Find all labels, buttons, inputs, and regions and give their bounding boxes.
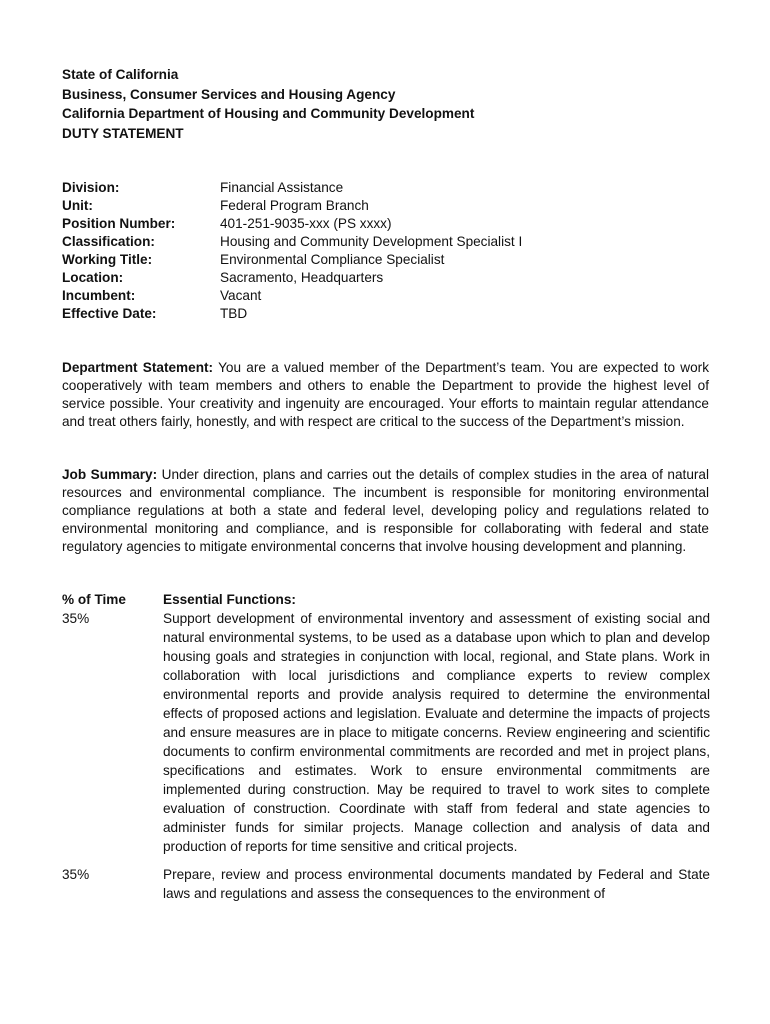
- info-value: Environmental Compliance Specialist: [220, 252, 445, 267]
- function-description: Support development of environmental inventory and assessment of existing social and natural environmental systems, to be used as a database upon which to plan and develop housing goals and strategies in conjunction with local, regional, and State plans. Work in collaboration with local jurisdictions and compliance experts to review complex environmental reports and provide analysis required to determine the environmental effects of proposed actions and legislation. Evaluate and determine the impacts of projects and ensure measures are in place to mitigate concerns. Review engineering and scientific documents to confirm environmental commitments are recorded and met in project plans, specifications and estimates. Work to ensure environmental commitments are implemented during construction. May be required to travel to work sites to complete evaluation of construction. Coordinate with staff from federal and state agencies to administer funds for similar projects. Manage collection and analysis of data and production of reports for time sensitive and critical projects.: [163, 611, 710, 854]
- essential-functions-heading: Essential Functions:: [163, 592, 296, 607]
- info-label: Position Number:: [62, 216, 176, 231]
- info-label: Classification:: [62, 234, 155, 249]
- function-percent: 35%: [62, 867, 90, 882]
- functions-header: [62, 590, 710, 609]
- info-row-incumbent: [62, 287, 710, 305]
- info-value: Sacramento, Headquarters: [220, 270, 384, 285]
- department-statement-text: You are a valued member of the Department’s team. You are expected to work cooperatively with team members and others to enable the Department to provide the highest level of service possible. Your creativity and ingenuity are encouraged. Your efforts to maintain regular attendance and treat others fairly, honestly, and with respect are critical to the success of the Department’s mission.: [62, 360, 709, 429]
- info-value: Federal Program Branch: [220, 198, 369, 213]
- header-state: State of California: [62, 67, 179, 82]
- info-label: Location:: [62, 270, 124, 285]
- info-value: TBD: [220, 306, 248, 321]
- function-item: [62, 865, 710, 903]
- function-item: [62, 609, 710, 856]
- info-row-effective-date: [62, 305, 710, 323]
- department-statement: [62, 359, 709, 431]
- info-label: Effective Date:: [62, 306, 157, 321]
- function-percent: 35%: [62, 611, 90, 626]
- info-row-division: [62, 179, 710, 197]
- info-row-classification: [62, 233, 710, 251]
- info-row-unit: [62, 197, 710, 215]
- info-value: 401-251-9035-xxx (PS xxxx): [220, 216, 392, 231]
- job-summary-text: Under direction, plans and carries out the details of complex studies in the area of natural resources and environmental compliance. The incumbent is responsible for monitoring environmental compliance regulations at both a state and federal level, developing policy and regulations related to environmental monitoring and compliance, and is responsible for collaborating with federal and state regulatory agencies to mitigate environmental concerns that involve housing development and planning.: [62, 467, 709, 554]
- info-row-working-title: [62, 251, 710, 269]
- header-department: California Department of Housing and Community Development: [62, 106, 475, 121]
- department-statement-label: Department Statement:: [62, 360, 214, 375]
- info-label: Division:: [62, 180, 120, 195]
- info-label: Incumbent:: [62, 288, 136, 303]
- info-value: Housing and Community Development Specialist I: [220, 234, 523, 249]
- info-value: Vacant: [220, 288, 262, 303]
- percent-time-heading: % of Time: [62, 592, 126, 607]
- info-label: Working Title:: [62, 252, 153, 267]
- document-header: [62, 65, 474, 143]
- function-description: Prepare, review and process environmental documents mandated by Federal and State laws and regulations and assess the consequences to the environment of: [163, 867, 710, 901]
- job-summary: [62, 466, 709, 556]
- header-agency: Business, Consumer Services and Housing Agency: [62, 86, 396, 102]
- info-row-position-number: [62, 215, 710, 233]
- job-summary-label: Job Summary:: [62, 467, 158, 482]
- info-value: Financial Assistance: [220, 180, 344, 195]
- info-row-location: [62, 269, 710, 287]
- header-document-title: DUTY STATEMENT: [62, 125, 184, 141]
- essential-functions: [62, 590, 710, 903]
- position-info-table: [62, 179, 710, 323]
- info-label: Unit:: [62, 198, 93, 213]
